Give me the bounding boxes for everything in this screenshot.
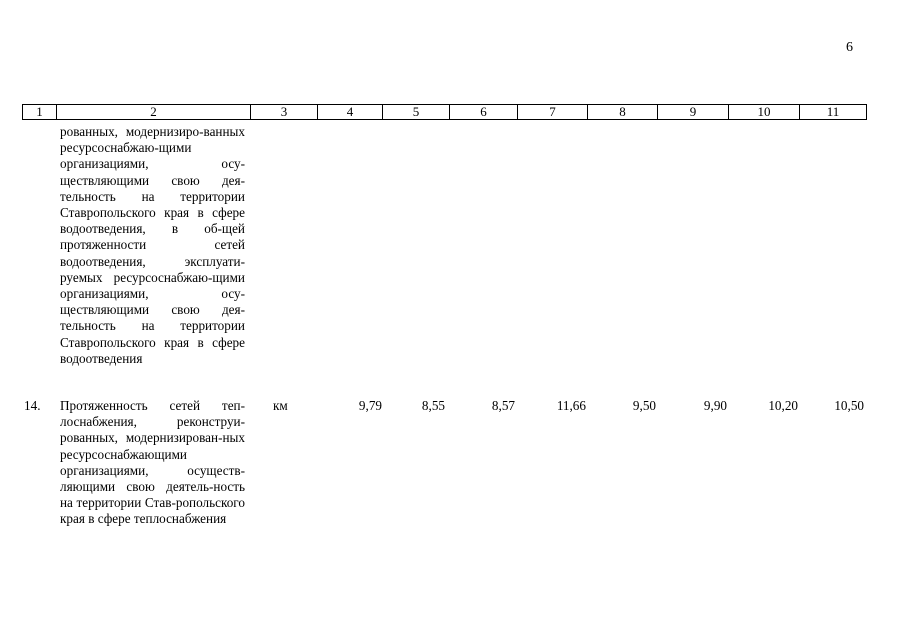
header-row — [23, 105, 867, 120]
header-cell: 3 — [251, 105, 318, 120]
continuation-description: рованных, модернизиро-ванных ресурсоснабжаю-щими организациями, осу-ществляющими свою дея-тельность на территории Ставропольского края в сфере водоотведения, в об-щей протяженности сетей водоотведения, эксплуати-руемых ресурсоснабжаю-щими организациями, осу-ществляющими свою дея-тельность на территории Ставропольского края в сфере водоотведения — [60, 124, 245, 366]
header-cell: 5 — [383, 105, 450, 120]
header-cell: 10 — [729, 105, 800, 120]
header-cell: 2 — [57, 105, 251, 120]
row-unit: км — [273, 398, 288, 413]
header-cell: 8 — [588, 105, 658, 120]
header-cell: 1 — [23, 105, 57, 120]
row-value-col10: 10,20 — [768, 398, 798, 413]
row-value-col5: 8,55 — [421, 398, 445, 413]
row-description: Протяженность сетей теп-лоснабжения, реконструи-рованных, модернизирован-ных ресурсоснабжающими организациями, осуществ-ляющими свою деятель-ность на территории Став-ропольского края в сфере теплоснабжения — [60, 398, 245, 527]
header-cell: 4 — [318, 105, 383, 120]
row-value-col8: 9,50 — [632, 398, 656, 413]
column-header-table — [22, 104, 867, 120]
row-value-col4: 9,79 — [358, 398, 382, 413]
header-cell: 7 — [518, 105, 588, 120]
row-value-col9: 9,90 — [703, 398, 727, 413]
row-value-col6: 8,57 — [491, 398, 515, 413]
row-value-col11: 10,50 — [834, 398, 864, 413]
row-number: 14. — [24, 398, 41, 413]
header-cell: 9 — [658, 105, 729, 120]
header-cell: 11 — [800, 105, 867, 120]
page-number: 6 — [846, 40, 853, 55]
row-value-col7: 11,66 — [556, 398, 586, 413]
header-cell: 6 — [450, 105, 518, 120]
